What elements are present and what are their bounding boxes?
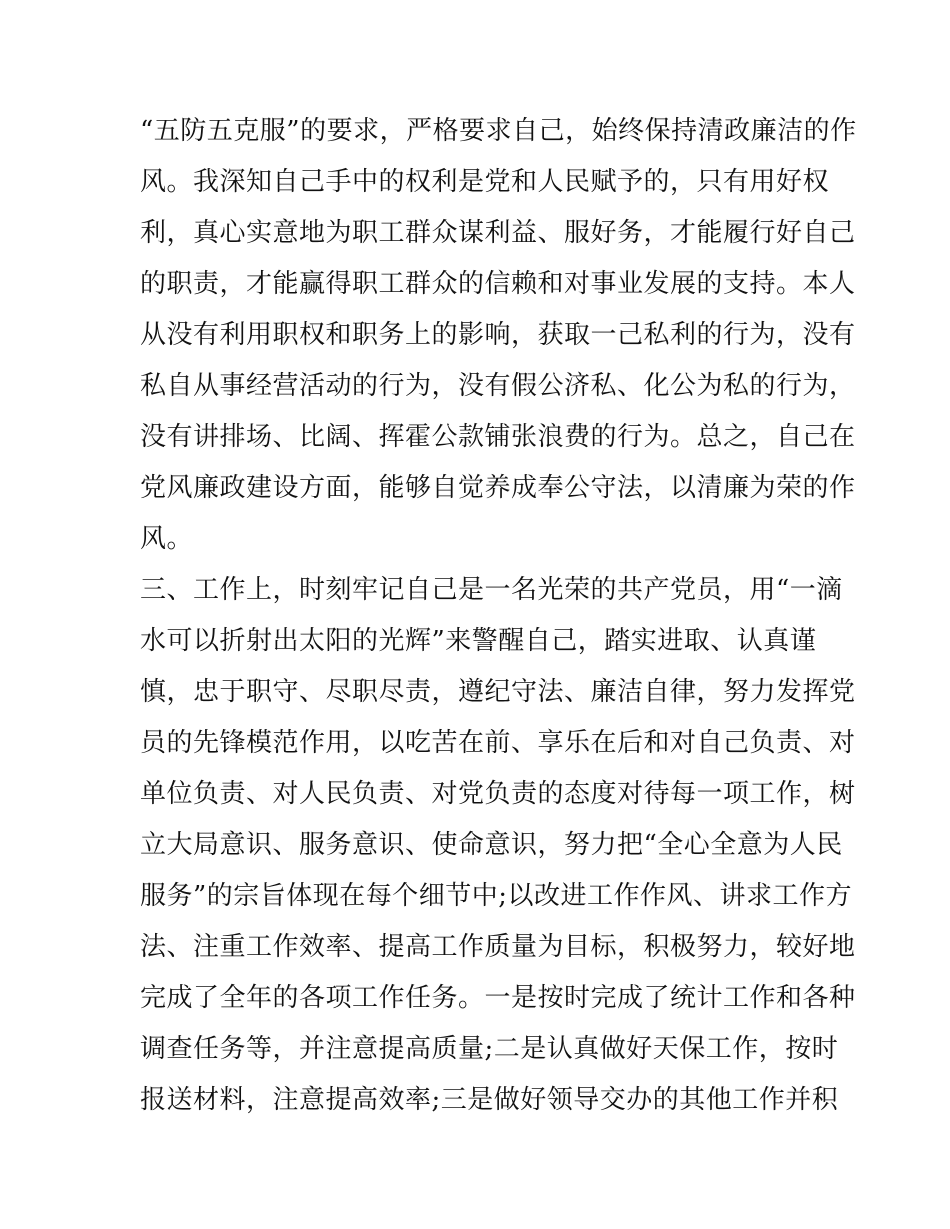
text-line: 立大局意识、服务意识、使命意识，努力把“全心全意为人民 — [140, 830, 843, 860]
text-line: 没有讲排场、比阔、挥霍公款铺张浪费的行为。总之，自己在 — [140, 422, 856, 452]
text-line: 利，真心实意地为职工群众谋利益、服好务，才能履行好自己 — [140, 218, 856, 248]
text-line: 的职责，才能赢得职工群众的信赖和对事业发展的支持。本人 — [140, 269, 856, 299]
text-line: 单位负责、对人民负责、对党负责的态度对待每一项工作，树 — [140, 779, 856, 809]
text-line: 三、工作上，时刻牢记自己是一名光荣的共产党员，用“一滴 — [140, 575, 843, 605]
text-line: 员的先锋模范作用，以吃苦在前、享乐在后和对自己负责、对 — [140, 728, 856, 758]
text-line: 慎，忠于职守、尽职尽责，遵纪守法、廉洁自律，努力发挥党 — [140, 677, 856, 707]
text-line: 水可以折射出太阳的光辉”来警醒自己，踏实进取、认真谨 — [140, 626, 817, 656]
text-line: 服务”的宗旨体现在每个细节中;以改进工作作风、讲求工作方 — [140, 881, 853, 911]
text-line: 报送材料，注意提高效率;三是做好领导交办的其他工作并积 — [140, 1085, 839, 1115]
text-line: 法、注重工作效率、提高工作质量为目标，积极努力，较好地 — [140, 932, 856, 962]
text-line: 风。 — [140, 524, 194, 554]
text-line: 从没有利用职权和职务上的影响，获取一己私利的行为，没有 — [140, 320, 856, 350]
text-line: 调查任务等，并注意提高质量;二是认真做好天保工作，按时 — [140, 1034, 839, 1064]
text-line: 完成了全年的各项工作任务。一是按时完成了统计工作和各种 — [140, 983, 856, 1013]
text-line: 私自从事经营活动的行为，没有假公济私、化公为私的行为， — [140, 371, 856, 401]
text-line: 党风廉政建设方面，能够自觉养成奉公守法，以清廉为荣的作 — [140, 473, 856, 503]
text-line: 风。我深知自己手中的权利是党和人民赋予的，只有用好权 — [140, 167, 830, 197]
body-text — [140, 106, 857, 1126]
text-line: “五防五克服”的要求，严格要求自己，始终保持清政廉洁的作 — [140, 116, 857, 146]
